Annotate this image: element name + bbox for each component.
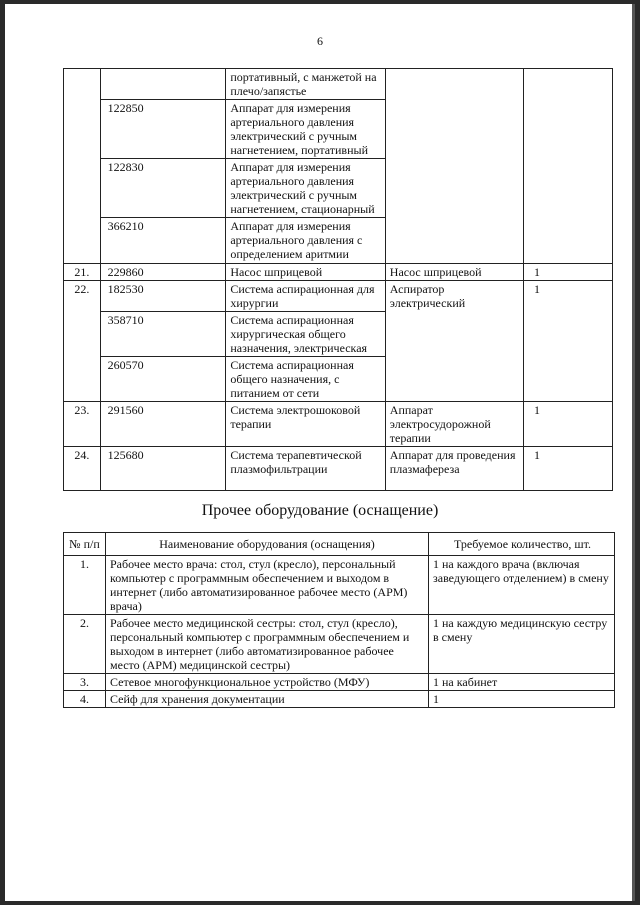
- row-kind: [385, 69, 523, 264]
- table-row: [64, 556, 615, 615]
- table-row: [64, 264, 613, 281]
- row-number: 21.: [64, 264, 101, 281]
- row-name: Система аспирационная хирургическая общего назначения, электрическая: [226, 312, 385, 357]
- row-qty: 1 на каждую медицинскую сестру в смену: [429, 615, 615, 674]
- row-code: 260570: [100, 357, 226, 402]
- row-name: Аппарат для измерения артериального давления с определением аритмии: [226, 218, 385, 264]
- other-equipment-table: [63, 532, 615, 708]
- row-name: Сетевое многофункциональное устройство (МФУ): [106, 674, 429, 691]
- document-page: [5, 4, 635, 901]
- header-qty: Требуемое количество, шт.: [429, 533, 615, 556]
- row-number: 3.: [64, 674, 106, 691]
- row-code: [100, 69, 226, 100]
- table-row: [64, 615, 615, 674]
- row-qty: [523, 69, 612, 264]
- row-name: Система аспирационная общего назначения, с питанием от сети: [226, 357, 385, 402]
- row-qty: 1: [523, 264, 612, 281]
- row-qty: 1 на каждого врача (включая заведующего отделением) в смену: [429, 556, 615, 615]
- row-name: Сейф для хранения документации: [106, 691, 429, 708]
- section-title: Прочее оборудование (оснащение): [201, 502, 439, 519]
- row-code: 122830: [100, 159, 226, 218]
- table-row: [64, 69, 613, 100]
- equipment-table: [63, 68, 613, 491]
- page-number: 6: [317, 34, 323, 48]
- row-code: 358710: [100, 312, 226, 357]
- table-row: [64, 281, 613, 312]
- row-kind: Аспиратор электрический: [385, 281, 523, 402]
- row-name: Насос шприцевой: [226, 264, 385, 281]
- row-number: 4.: [64, 691, 106, 708]
- row-number: 2.: [64, 615, 106, 674]
- row-code: 125680: [100, 447, 226, 491]
- row-name: Система аспирационная для хирургии: [226, 281, 385, 312]
- table-row: [64, 402, 613, 447]
- row-qty: 1: [523, 402, 612, 447]
- row-name: портативный, с манжетой на плечо/запястье: [226, 69, 385, 100]
- row-number: 22.: [64, 281, 101, 402]
- table-header-row: [64, 533, 615, 556]
- table-row: [64, 447, 613, 491]
- row-name: Рабочее место врача: стол, стул (кресло), персональный компьютер с программным обеспечением и выходом в интернет (либо автоматизированное рабочее место (АРМ) врача): [106, 556, 429, 615]
- row-kind: Насос шприцевой: [385, 264, 523, 281]
- table-row: [64, 674, 615, 691]
- row-name: Рабочее место медицинской сестры: стол, стул (кресло), персональный компьютер с программным обеспечением и выходом в интернет (либо автоматизированное рабочее место (АРМ) медицинской сестры): [106, 615, 429, 674]
- row-code: 182530: [100, 281, 226, 312]
- row-code: 122850: [100, 100, 226, 159]
- row-name: Система терапевтической плазмофильтрации: [226, 447, 385, 491]
- row-number: 1.: [64, 556, 106, 615]
- row-name: Аппарат для измерения артериального давления электрический с ручным нагнетением, портативный: [226, 100, 385, 159]
- row-kind: Аппарат для проведения плазмафереза: [385, 447, 523, 491]
- row-qty: 1 на кабинет: [429, 674, 615, 691]
- row-code: 229860: [100, 264, 226, 281]
- header-number: № п/п: [64, 533, 106, 556]
- row-qty: 1: [523, 281, 612, 402]
- scan-edge: [632, 4, 635, 901]
- table-row: [64, 691, 615, 708]
- row-name: Система электрошоковой терапии: [226, 402, 385, 447]
- row-kind: Аппарат электросудорожной терапии: [385, 402, 523, 447]
- row-number: [64, 69, 101, 264]
- row-qty: 1: [429, 691, 615, 708]
- row-code: 291560: [100, 402, 226, 447]
- row-code: 366210: [100, 218, 226, 264]
- row-qty: 1: [523, 447, 612, 491]
- header-name: Наименование оборудования (оснащения): [106, 533, 429, 556]
- row-number: 23.: [64, 402, 101, 447]
- row-number: 24.: [64, 447, 101, 491]
- row-name: Аппарат для измерения артериального давления электрический с ручным нагнетением, стационарный: [226, 159, 385, 218]
